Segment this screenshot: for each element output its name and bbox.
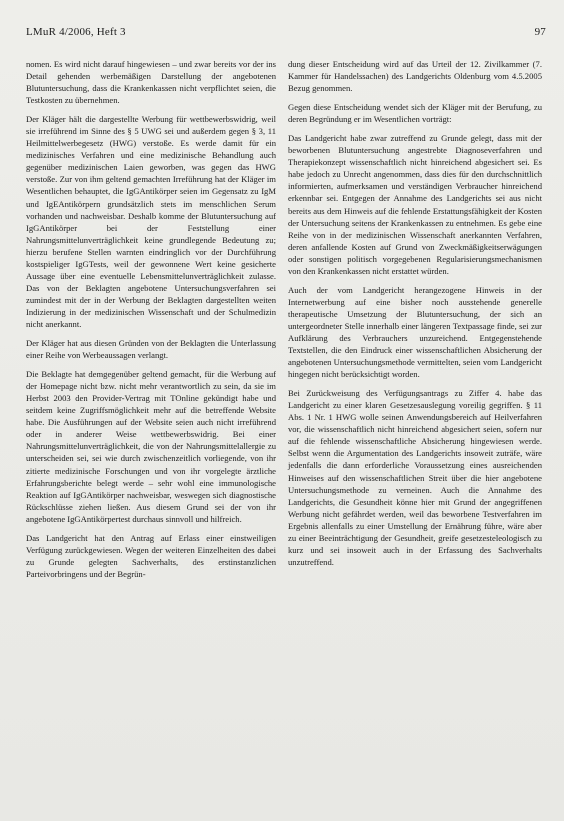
paragraph: Der Kläger hat aus diesen Gründen von der Beklagten die Unterlassung einer Reihe von Werbeaussagen verlangt. [26,338,276,361]
paragraph: Die Beklagte hat demgegenüber geltend gemacht, für die Werbung auf der Homepage nicht bzw. nicht mehr verantwortlich zu sein, da sie im Herbst 2003 den Provider-Vertrag mit TOnline gekündigt habe und seitdem keine Zugriffsmöglichkeit mehr auf die betreffende Website habe. Die Ausführungen auf der Website seien auch nicht irreführend oder in anderer Weise wettbewerbswidrig. Bei einer Nahrungsmittelunverträglichkeit, die von der Nahrungsmittelallergie zu unterscheiden sei, sei wie durch zwischenzeitlich vorliegende, von ihr zitierte medizinische Forschungen und von ihr vorgelegte ärztliche Erfahrungsberichte belegt werde – sehr wohl eine immunologische Reaktion auf IgGAntikörper nachweisbar, weswegen sich diagnostische Rückschlüsse ziehen ließen. Aus diesem Grund sei der von ihr angebotene IgGAntikörpertest durchaus sinnvoll und hilfreich. [26,369,276,524]
paragraph: Der Kläger hält die dargestellte Werbung für wettbewerbswidrig, weil sie irreführend im Sinne des § 5 UWG sei und außerdem gegen § 3, 11 Heilmittelwerbegesetz (HWG) verstoße. Es werde damit für ein medizinisches Verfahren und eine medizinische Behandlung auch gegenüber medizinischen Laien geworben, was gegen das HWG verstoße. Zur von ihm geltend gemachten Irreführung hat der Kläger im Wesentlichen behauptet, die IgGAntikörper seien im Gegensatz zu IgM und IgEAntikörpern grundsätzlich stets im menschlichen Serum vorhanden und nachweisbar. Deshalb komme der Blutuntersuchung auf IgGAntikörper bei der Feststellung einer Nahrungsmittelunverträglichkeit keine grundlegende Bedeutung zu; hierzu berufene Stellen warnten eindringlich vor der Durchführung kostspieliger IgGTests, weil der gewonnene Wert keine gesicherte Aussage über eine eventuelle Lebensmittelunverträglichkeit zulasse. Das von der Beklagten angebotene Untersuchungsverfahren sei zumindest mit der in der Werbung der Beklagten dargestellten weiten Indizierung in der medizinischen Wissenschaft und der Schulmedizin nicht anerkannt. [26,114,276,329]
paragraph: nomen. Es wird nicht darauf hingewiesen – und zwar bereits vor der ins Detail gehenden werbemäßigen Darstellung der angebotenen Blutuntersuchung, dass die Krankenkassen nicht verpflichtet seien, die Testkosten zu übernehmen. [26,59,276,106]
right-text-column [288,58,542,575]
paragraph: Gegen diese Entscheidung wendet sich der Kläger mit der Berufung, zu deren Begründung er im Wesentlichen vorträgt: [288,102,542,125]
page-number: 97 [534,26,546,38]
paragraph: Bei Zurückweisung des Verfügungsantrags zu Ziffer 4. habe das Landgericht zu einer klaren Gesetzesauslegung voreilig gegriffen. § 11 Abs. 1 Nr. 1 HWG wolle seinen Anwendungsbereich auf Heilverfahren vor, die wissenschaftlich nicht hinreichend abgesichert seien, sofern nur auf die fehlende wissenschaftliche Absicherung hingewiesen werde. Selbst wenn die Argumentation des Landgerichts insoweit zuträfe, wäre jedenfalls die dann erforderliche Voraussetzung eines ausreichenden Hinweises auf den wissenschaftlichen Streit über die hier angebotene Untersuchungsmethode zu verneinen. Auch die Annahme des Landgerichts, die Gesundheit könne hier mit Grund der angegriffenen Werbung nicht gefährdet werden, weil das beworbene Testverfahren im Ergebnis allenfalls zu einer Umstellung der Ernährung führe, wäre aber zu einer Beeinträchtigung der Gesundheit, greife gesetzesteleologisch zu kurz und sei insoweit auch in der Erfassung des Sachverhalts unzutreffend. [288,388,542,567]
journal-reference: LMuR 4/2006, Heft 3 [26,26,126,38]
left-text-column [26,58,276,587]
paragraph: Auch der vom Landgericht herangezogene Hinweis in der Internetwerbung auf eine bisher noch ausstehende generelle therapeutische Umsetzung der Blutuntersuchung, der sich an untergeordneter Stelle innerhalb einer längeren Textpassage finde, sei zur Aufklärung des Verbrauchers unzureichend. Entgegenstehende Textstellen, die den Eindruck einer wissenschaftlichen Absicherung der angebotenen Untersuchungsmethode vermittelten, seien vom Landgericht hingegen nicht berücksichtigt worden. [288,284,542,380]
paragraph: Das Landgericht hat den Antrag auf Erlass einer einstweiligen Verfügung zurückgewiesen. Wegen der weiteren Einzelheiten des dabei zu Grunde gelegten Sachverhalts, des erstinstanzlichen Parteivorbringens und der Begrün- [26,532,276,579]
running-header [26,26,546,40]
paragraph: Das Landgericht habe zwar zutreffend zu Grunde gelegt, dass mit der beworbenen Blutuntersuchung angestrebte Diagnoseverfahren und Therapiekonzept wissenschaftlich nicht hinreichend abgesichert sei. Es habe jedoch zu Unrecht angenommen, dass dies für den durchschnittlich informierten, aufmerksamen und verständigen Verbraucher hinreichend erkennbar sei. Entgegen der Annahme des Landgerichts sei aus nicht bereits aus dem Hinweis auf die fehlende Erstattungsfähigkeit der Kosten der Untersuchung seitens der Krankenkassen zu entnehmen. Es gebe eine Reihe von in der medizinischen Wissenschaft anerkannten Verfahren, deren anfallende Kosten auf Grund von Zweckmäßigkeitserwägungen oder sonstigen politisch vorgegebenen Regularisierungsmechanismen von den Krankenkassen nicht erstattet würden. [288,133,542,276]
paragraph: dung dieser Entscheidung wird auf das Urteil der 12. Zivilkammer (7. Kammer für Handelssachen) des Landgerichts Oldenburg vom 4.5.2005 Bezug genommen. [288,59,542,94]
